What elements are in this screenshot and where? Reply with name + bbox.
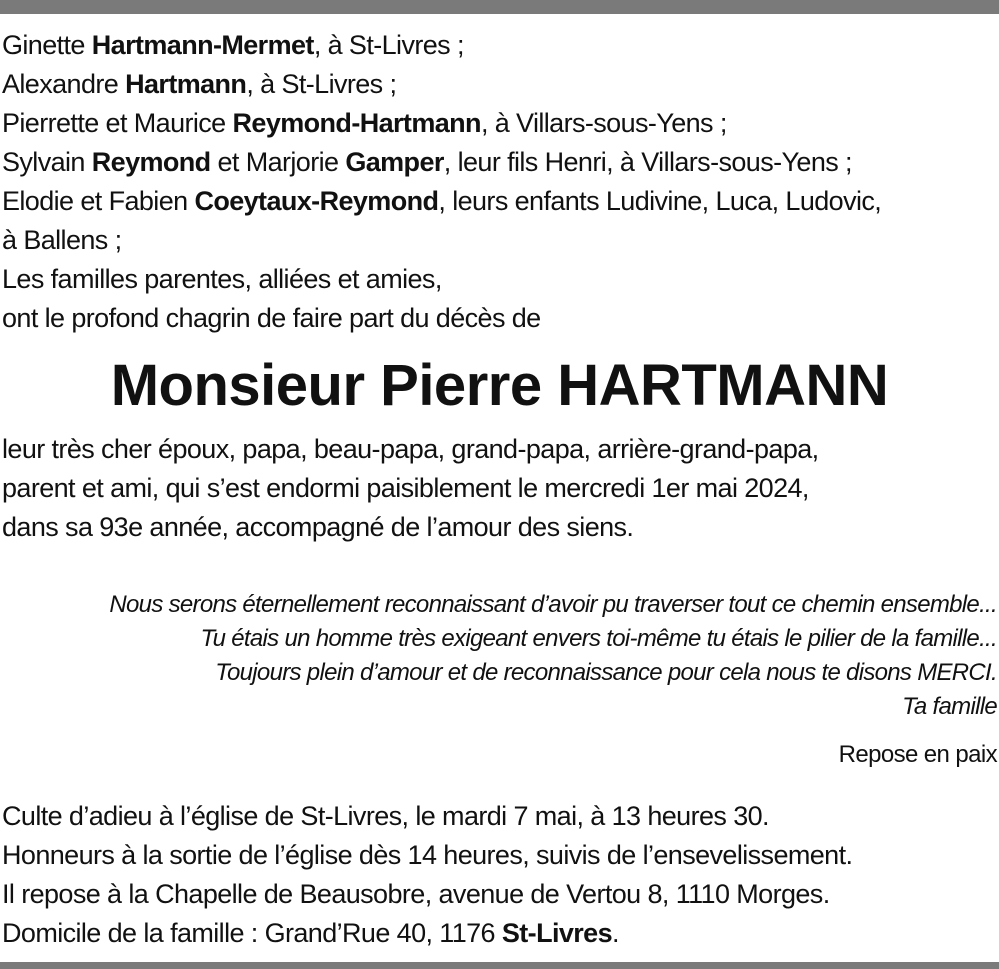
family-line: ont le profond chagrin de faire part du décès de [2, 303, 541, 333]
family-line: Sylvain Reymond et Marjorie Gamper, leur fils Henri, à Villars-sous-Yens ; [2, 147, 852, 177]
service-line: Domicile de la famille : Grand’Rue 40, 1176 St-Livres. [2, 918, 619, 948]
service-line: Il repose à la Chapelle de Beausobre, avenue de Vertou 8, 1110 Morges. [2, 879, 830, 909]
description-line: parent et ami, qui s’est endormi paisiblement le mercredi 1er mai 2024, [2, 473, 809, 503]
bottom-rule [0, 962, 999, 969]
quote [0, 588, 997, 724]
description-line: leur très cher époux, papa, beau-papa, grand-papa, arrière-grand-papa, [2, 434, 819, 464]
quote-line: Tu étais un homme très exigeant envers toi-même tu étais le pilier de la famille... [200, 625, 997, 652]
family-list [2, 26, 999, 338]
rest-in-peace: Repose en paix [838, 741, 997, 768]
family-line: Ginette Hartmann-Mermet, à St-Livres ; [2, 30, 464, 60]
service-line: Culte d’adieu à l’église de St-Livres, le mardi 7 mai, à 13 heures 30. [2, 801, 769, 831]
family-line: Elodie et Fabien Coeytaux-Reymond, leurs enfants Ludivine, Luca, Ludovic, [2, 186, 882, 216]
family-line: Alexandre Hartmann, à St-Livres ; [2, 69, 397, 99]
deceased-name: Monsieur Pierre HARTMANN [110, 353, 889, 418]
top-rule [0, 0, 999, 14]
family-line: Pierrette et Maurice Reymond-Hartmann, à Villars-sous-Yens ; [2, 108, 727, 138]
service-line: Honneurs à la sortie de l’église dès 14 heures, suivis de l’ensevelissement. [2, 840, 853, 870]
description-line: dans sa 93e année, accompagné de l’amour des siens. [2, 512, 634, 542]
family-line: à Ballens ; [2, 225, 122, 255]
family-line: Les familles parentes, alliées et amies, [2, 264, 442, 294]
quote-line: Nous serons éternellement reconnaissant d’avoir pu traverser tout ce chemin ensemble... [109, 591, 997, 618]
service-info [2, 797, 999, 953]
quote-signature: Ta famille [902, 693, 997, 720]
quote-line: Toujours plein d’amour et de reconnaissance pour cela nous te disons MERCI. [215, 659, 997, 686]
description [2, 430, 999, 547]
